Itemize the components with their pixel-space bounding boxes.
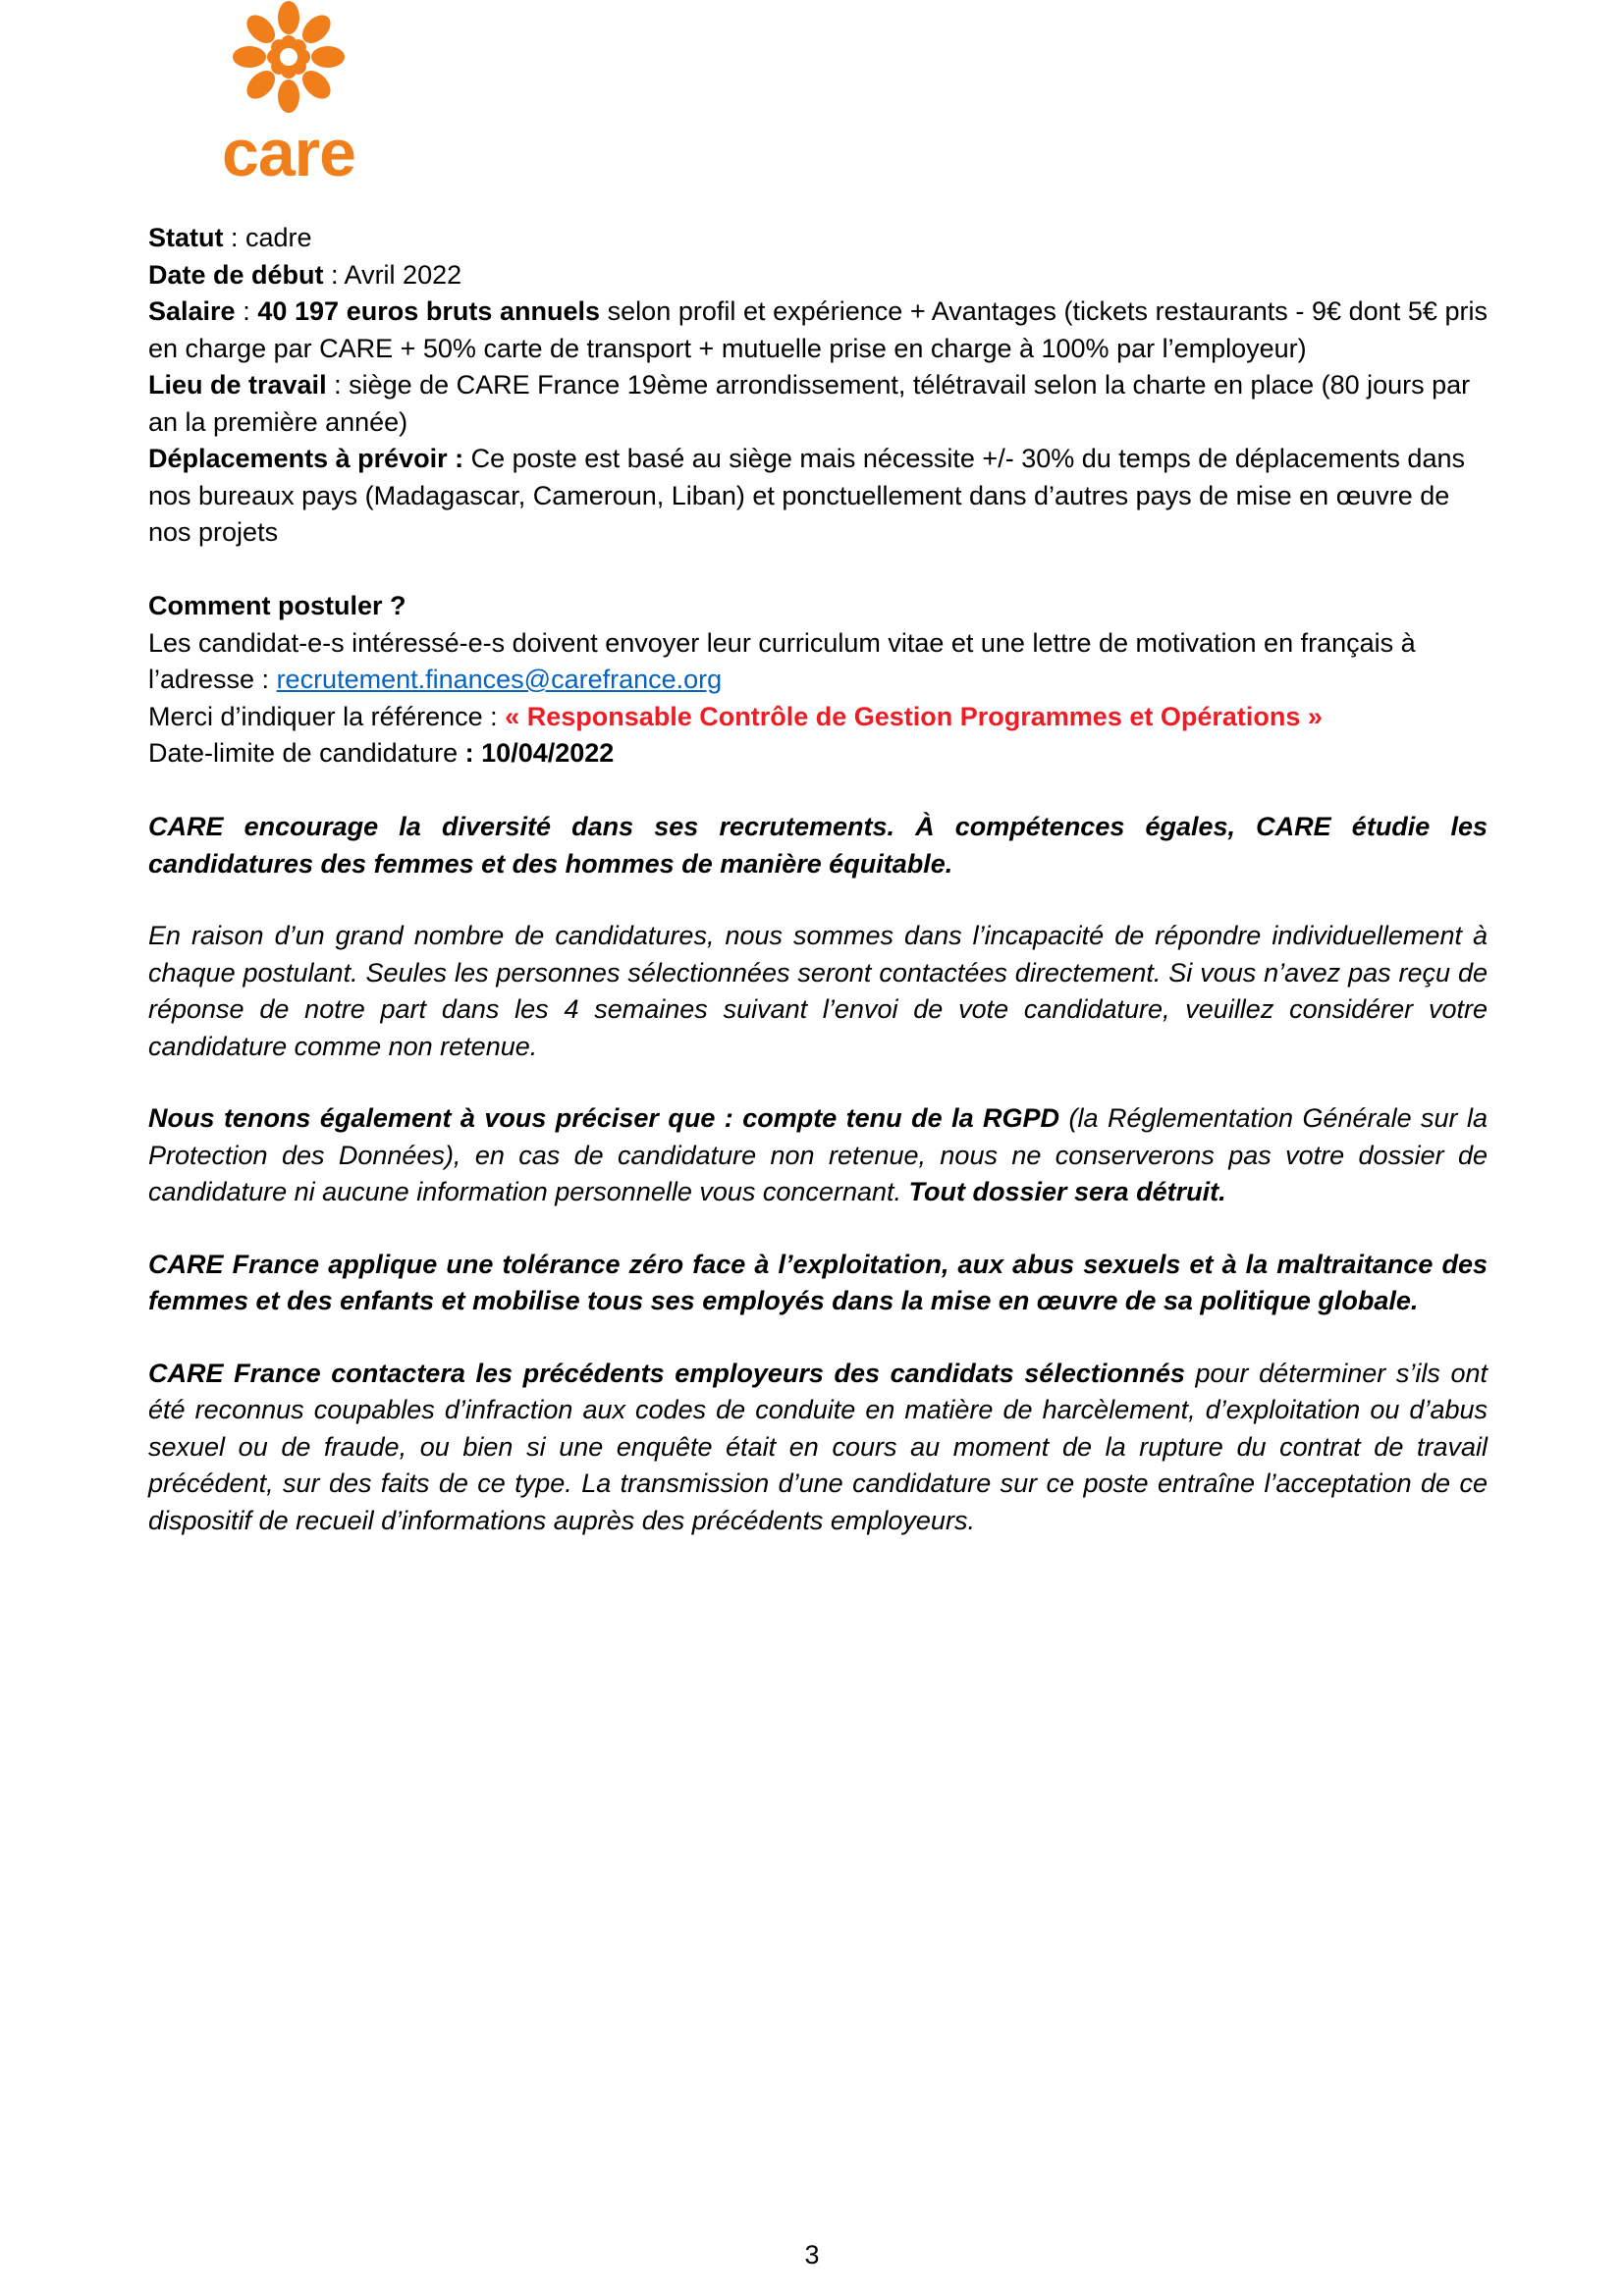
statut-value: cadre: [245, 223, 312, 252]
lieu-line: [148, 367, 1488, 441]
care-logo-text: care: [222, 116, 355, 190]
statut-sep: :: [223, 223, 246, 252]
salaire-line: [148, 294, 1488, 367]
statut-line: [148, 220, 1488, 257]
reference-value: « Responsable Contrôle de Gestion Programmes et Opérations »: [505, 701, 1323, 731]
reference-prefix: Merci d’indiquer la référence :: [148, 701, 506, 731]
diversity-paragraph: [148, 809, 1488, 882]
deplacements-line: [148, 441, 1488, 552]
diversity-part2: . À compétences égales, CARE étudie les candidatures des femmes et des hommes de manière équitable.: [148, 812, 1488, 879]
lieu-details: : siège de CARE France 19ème arrondissement, télétravail selon la charte en place (80 jours par an la première année): [148, 370, 1471, 437]
deadline-prefix: Date-limite de candidature: [148, 738, 465, 768]
deadline-value: : 10/04/2022: [464, 738, 615, 768]
apply-instructions: [148, 625, 1488, 699]
rgpd-paragraph: [148, 1100, 1488, 1211]
apply-text: Les candidat-e-s intéressé-e-s doivent envoyer leur curriculum vitae et une lettre de motivation en français à l’adresse :: [148, 627, 1416, 694]
employers-bold: CARE France contactera les précédents employeurs des candidats sélectionnés: [148, 1358, 1185, 1388]
lieu-label: Lieu de travail: [148, 370, 327, 400]
employers-paragraph: [148, 1356, 1488, 1540]
document-body: [148, 220, 1488, 1539]
statut-label: Statut: [148, 223, 224, 252]
deplacements-details: Ce poste est basé au siège mais nécessite +/- 30% du temps de déplacements dans nos bureaux pays (Madagascar, Cameroun, Liban) et ponctuellement dans d’autres pays de mise en œuvre de nos projets: [148, 444, 1465, 547]
page-number: 3: [804, 2240, 820, 2269]
deplacements-label: Déplacements à prévoir :: [148, 444, 464, 473]
salaire-sep: :: [235, 296, 258, 326]
deadline-line: [148, 735, 1488, 773]
rgpd-bold: Nous tenons également à vous préciser que : compte tenu de la RGPD: [148, 1103, 1060, 1133]
tolerance-paragraph: CARE France applique une tolérance zéro face à l’exploitation, aux abus sexuels et à la maltraitance des femmes et des enfants et mobilise tous ses employés dans la mise en œuvre de sa politique globale.: [148, 1249, 1488, 1315]
diversity-part1: CARE encourage la diversité dans ses recrutements: [148, 812, 888, 841]
date-debut-sep: :: [323, 259, 345, 290]
employers-details: pour déterminer s’ils ont été reconnus coupables d’infraction aux codes de conduite en matière de harcèlement, d’exploitation ou d’abus sexuel ou de fraude, ou bien si une enquête était en cours au moment de la rupture du contrat de travail précédent, sur des faits de ce type. La transmission d’une candidature sur ce poste entraîne l’acceptation de ce dispositif de recueil d’informations auprès des précédents employeurs.: [148, 1358, 1488, 1535]
date-debut-line: [148, 257, 1488, 294]
date-debut-label: Date de début: [148, 259, 324, 290]
date-debut-value: Avril 2022: [344, 259, 462, 290]
reference-line: [148, 699, 1488, 736]
rgpd-details: (la Réglementation Générale sur la Protection des Données), en cas de candidature non retenue, nous ne conserverons pas votre dossier de candidature ni aucune information personnelle vous concernant.: [148, 1103, 1488, 1206]
salaire-amount: 40 197 euros bruts annuels: [257, 296, 601, 326]
email-link[interactable]: recrutement.finances@carefrance.org: [276, 665, 723, 694]
apply-heading: Comment postuler ?: [148, 591, 406, 620]
volume-paragraph: En raison d’un grand nombre de candidatures, nous sommes dans l’incapacité de répondre individuellement à chaque postulant. Seules les personnes sélectionnées seront contactées directement. Si vous n’avez pas reçu de réponse de notre part dans les 4 semaines suivant l’envoi de vote candidature, veuillez considérer votre candidature comme non retenue.: [148, 921, 1488, 1061]
salaire-label: Salaire: [148, 296, 236, 326]
rgpd-end: Tout dossier sera détruit.: [908, 1177, 1226, 1206]
salaire-details: selon profil et expérience + Avantages (tickets restaurants - 9€ dont 5€ pris en charge par CARE + 50% carte de transport + mutuelle prise en charge à 100% par l’employeur): [148, 296, 1489, 363]
